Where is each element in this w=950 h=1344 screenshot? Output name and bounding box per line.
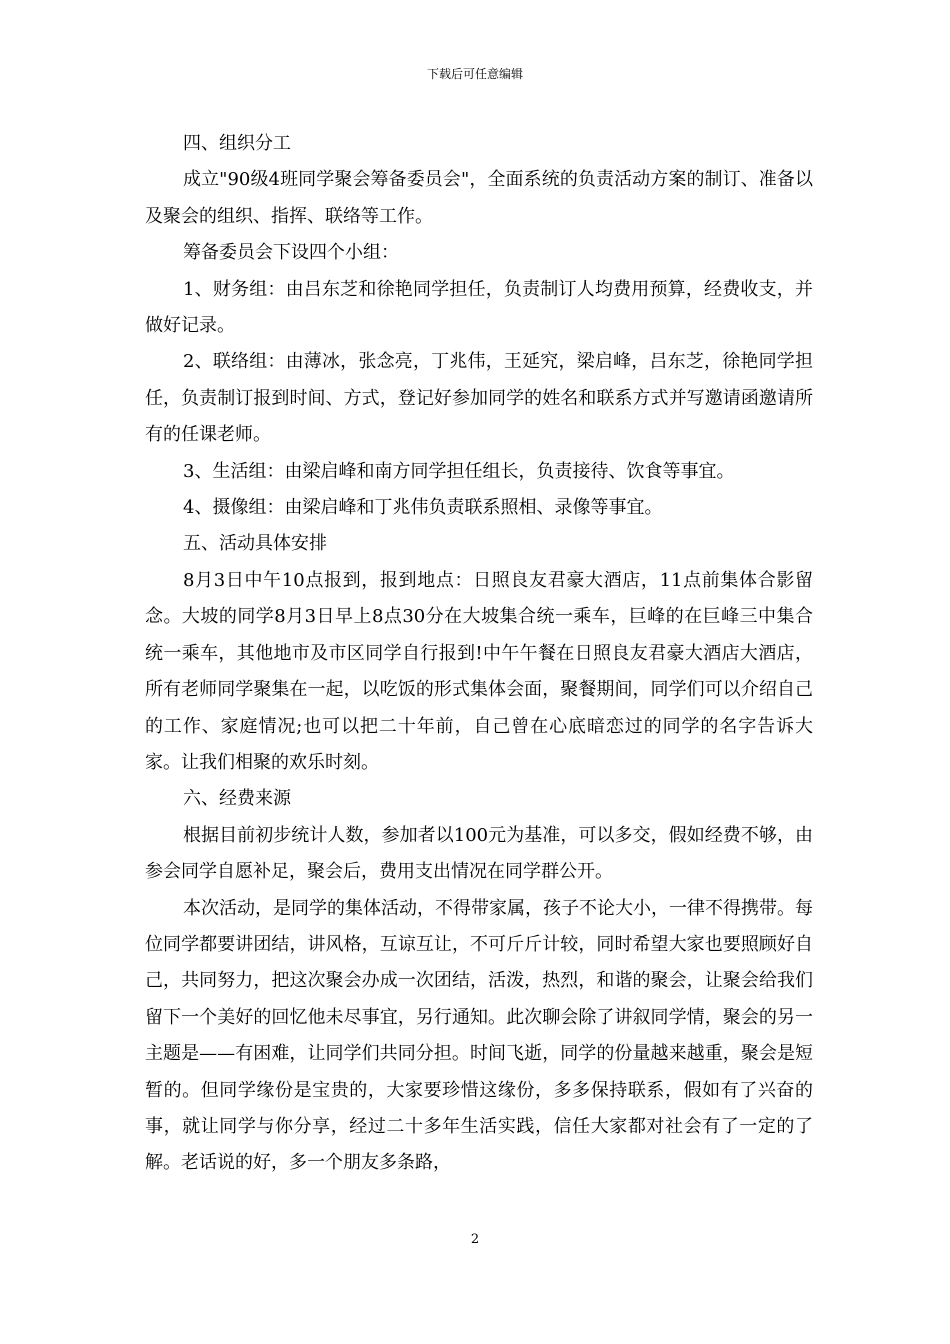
list-item-camera-group: 4、摄像组：由梁启峰和丁兆伟负责联系照相、录像等事宜。 (183, 497, 663, 519)
paragraph-subgroups-intro: 筹备委员会下设四个小组： (183, 242, 399, 264)
document-body (145, 126, 813, 1182)
section-heading-funding: 六、经费来源 (183, 788, 291, 810)
list-item-finance-group: 1、财务组：由吕东芝和徐艳同学担任，负责制订人均费用预算，经费收支，并做好记录。 (145, 278, 813, 337)
section-heading-organization: 四、组织分工 (183, 133, 291, 154)
list-item-living-group: 3、生活组：由梁启峰和南方同学担任组长，负责接待、饮食等事宜。 (183, 460, 735, 482)
page-number: 2 (470, 1232, 480, 1247)
paragraph-notes: 本次活动，是同学的集体活动，不得带家属，孩子不论大小，一律不得携带。每位同学都要讲团结，讲风格，互谅互让，不可斤斤计较，同时希望大家也要照顾好自己，共同努力，把这次聚会办成一次团结，活泼，热烈，和谐的聚会，让聚会给我们留下一个美好的回忆他未尽事宜，另行通知。此次聊会除了讲叙同学情，聚会的另一主题是——有困难，让同学们共同分担。时间飞逝，同学的份量越来越重，聚会是短暂的。但同学缘份是宝贵的，大家要珍惜这缘份，多多保持联系，假如有了兴奋的事，就让同学与你分享，经过二十多年生活实践，信任大家都对社会有了一定的了解。老话说的好，多一个朋友多条路， (145, 897, 813, 1174)
paragraph-committee: 成立"90级4班同学聚会筹备委员会"，全面系统的负责活动方案的制订、准备以及聚会的组织、指挥、联络等工作。 (145, 169, 813, 227)
page-header: 下载后可任意编辑 (426, 67, 523, 81)
paragraph-schedule: 8月3日中午10点报到，报到地点：日照良友君豪大酒店，11点前集体合影留念。大坡的同学8月3日早上8点30分在大坡集合统一乘车，巨峰的在巨峰三中集合统一乘车，其他地市及市区同学自行报到!中午午餐在日照良友君豪大酒店大酒店，所有老师同学聚集在一起，以吃饭的形式集体会面，聚餐期间，同学们可以介绍自己的工作、家庭情况;也可以把二十年前，自己曾在心底暗恋过的同学的名字告诉大家。让我们相聚的欢乐时刻。 (145, 569, 813, 773)
section-heading-schedule: 五、活动具体安排 (183, 533, 327, 555)
paragraph-funding: 根据目前初步统计人数，参加者以100元为基准，可以多交，假如经费不够，由参会同学自愿补足，聚会后，费用支出情况在同学群公开。 (145, 824, 813, 883)
list-item-liaison-group: 2、联络组：由薄冰，张念亮，丁兆伟，王延究，梁启峰，吕东芝，徐艳同学担任，负责制订报到时间、方式，登记好参加同学的姓名和联系方式并写邀请函邀请所有的任课老师。 (145, 351, 813, 446)
